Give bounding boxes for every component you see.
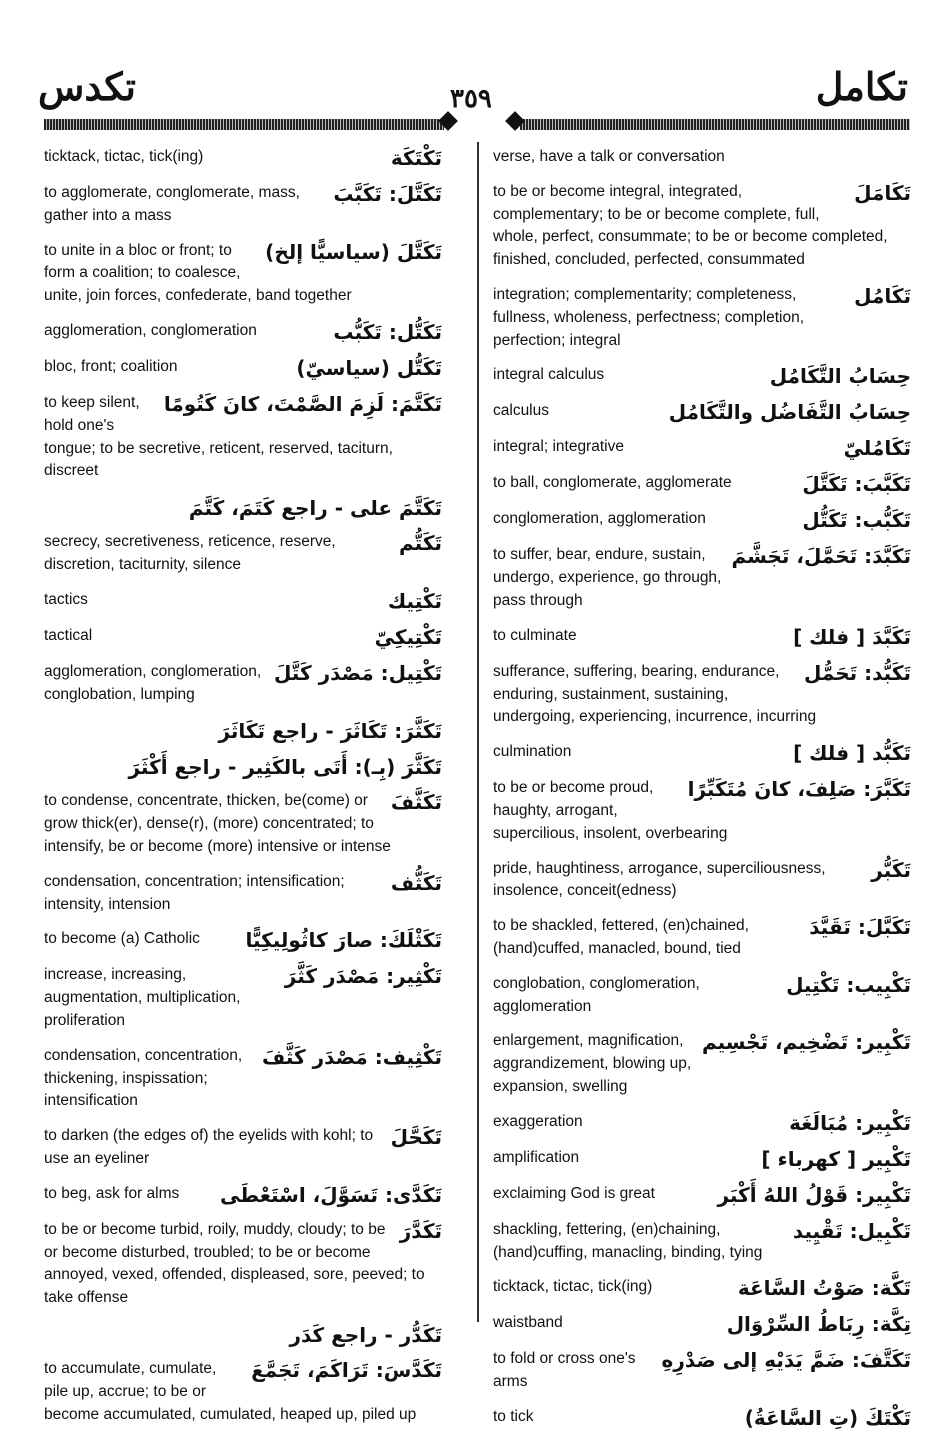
english-definition: to condense, concentrate, thicken, be(come) or grow thick(er), dense(r), (more) concentrated; to intensify, be or become (more) intensive or intense [44, 792, 391, 855]
arabic-headword: تِكَّة: رِبَاطُ السِّرْوَال [726, 1312, 911, 1337]
english-definition: integration; complementarity; completeness, fullness, wholeness, perfectness; completion, perfection; integral [493, 285, 805, 349]
english-definition: exclaiming God is great [493, 1184, 655, 1202]
dictionary-entry [493, 400, 911, 424]
arabic-headword: تَكَبُّد: تَحَمُّل [803, 660, 911, 685]
english-definition: to unite in a bloc or front; to form a coalition; to coalesce, unite, join forces, confederate, band together [44, 241, 352, 305]
english-definition: culmination [493, 743, 572, 761]
column-divider [477, 142, 479, 1322]
dictionary-entry [44, 625, 442, 649]
english-definition: amplification [493, 1148, 580, 1166]
arabic-headword: تَكَّة: صَوْتُ السَّاعَة [737, 1276, 911, 1301]
english-definition: conglomeration, agglomeration [493, 510, 706, 528]
arabic-headword: تَكَثُّف [390, 870, 442, 895]
arabic-headword: تَكْتَكَة [390, 146, 442, 170]
english-definition: to tick [493, 1407, 534, 1425]
dictionary-entry [44, 146, 442, 170]
arabic-headword: تَكَثْلَكَ: صارَ كاثُولِيكِيًّا [245, 928, 442, 953]
dictionary-entry [493, 181, 911, 272]
dictionary-entry [493, 741, 911, 765]
arabic-headword: تَكْتَكَ (تِ السَّاعَةُ) [744, 1405, 911, 1430]
cross-reference-headword: تَكَثَّرَ: تَكَاثَرَ - راجع تَكَاثَرَ [218, 719, 442, 744]
dictionary-entry [493, 1219, 911, 1265]
arabic-headword: حِسَابُ التَّفَاضُل والتَّكَامُل [668, 400, 911, 425]
right-column [493, 146, 911, 1442]
english-definition: condensation, concentration, thickening, inspissation; intensification [44, 1046, 243, 1110]
arabic-headword: تَكَبَّدَ: تَحَمَّلَ، تَجَشَّمَ [731, 544, 911, 569]
arabic-headword: تَكَتَّمَ: لَزِمَ الصَّمْتَ، كانَ كَتُومًا [163, 391, 442, 416]
english-definition: tactics [44, 590, 88, 608]
dictionary-entry [44, 928, 442, 952]
dictionary-entry [493, 777, 911, 845]
arabic-headword: تَكَامُليّ [843, 436, 911, 461]
header-rule-right [520, 119, 910, 130]
dictionary-entry [493, 436, 911, 460]
arabic-headword: تَكْثِير: مَصْدَر كَثَّرَ [284, 964, 442, 989]
english-definition: shackling, fettering, (en)chaining, (hand)cuffing, manacling, binding, tying [493, 1220, 763, 1261]
arabic-headword: تَكْتِيكِيّ [374, 624, 442, 649]
english-definition: integral calculus [493, 366, 605, 384]
arabic-headword: تَكْتِيك [387, 588, 442, 613]
dictionary-entry [493, 1276, 911, 1300]
arabic-headword: تَكَامَلَ [854, 180, 911, 205]
english-definition: to darken (the edges of) the eyelids with kohl; to use an eyeliner [44, 1127, 374, 1167]
english-definition: to agglomerate, conglomerate, mass, gather into a mass [44, 184, 300, 224]
dictionary-entry [493, 508, 911, 532]
english-definition: verse, have a talk or conversation [493, 148, 725, 165]
arabic-headword: حِسَابُ التَّكَامُل [769, 364, 911, 389]
dictionary-entry [493, 661, 911, 729]
arabic-headword: تَكَبَّلَ: تَقَيَّدَ [809, 915, 911, 940]
english-definition: to beg, ask for alms [44, 1184, 180, 1202]
arabic-headword: تَكَحَّلَ [390, 1125, 442, 1150]
arabic-headword: تَكْثِيف: مَصْدَر كَثَّفَ [262, 1044, 442, 1069]
arabic-headword: تَكَبَّرَ: صَلِفَ، كانَ مُتَكَبِّرًا [687, 777, 911, 802]
english-definition: agglomeration, conglomeration [44, 321, 257, 339]
cross-reference-headword: تَكَدُّر - راجع كَدَر [289, 1322, 442, 1347]
dictionary-entry [44, 1219, 442, 1310]
dictionary-entry [44, 790, 442, 858]
english-definition: pride, haughtiness, arrogance, superciliousness, insolence, conceit(edness) [493, 859, 826, 900]
dictionary-entry [44, 871, 442, 917]
dictionary-entry [493, 544, 911, 612]
english-definition: bloc, front; coalition [44, 357, 178, 375]
english-definition: to fold or cross one's arms [493, 1350, 636, 1391]
english-definition: to be or become turbid, roily, muddy, cloudy; to be or become disturbed, troubled; to be or become annoyed, vexed, offended, displeased, sore, peeved; to take offense [44, 1220, 425, 1307]
english-definition: to be or become proud, haughty, arrogant, supercilious, insolent, overbearing [493, 779, 728, 842]
english-definition: enlargement, magnification, aggrandizement, blowing up, expansion, swelling [493, 1032, 692, 1095]
dictionary-entry [44, 1358, 442, 1426]
arabic-headword: تَكَبَّبَ: تَكَتَّلَ [802, 472, 911, 497]
english-definition: to culminate [493, 626, 577, 644]
dictionary-entry [493, 1183, 911, 1207]
dictionary-entry [493, 1147, 911, 1171]
dictionary-entry [493, 1406, 911, 1430]
english-definition: to be shackled, fettered, (en)chained, (hand)cuffed, manacled, bound, tied [493, 917, 749, 957]
arabic-headword: تَكْبِير: مُبَالَغَة [789, 1110, 911, 1135]
dictionary-entry [44, 182, 442, 228]
arabic-headword: تَكَتَّفَ: ضَمَّ يَدَيْهِ إلى صَدْرِهِ [661, 1348, 911, 1373]
dictionary-entry [493, 1111, 911, 1135]
page-number: ٣٥٩ [450, 84, 492, 114]
english-definition: exaggeration [493, 1112, 583, 1130]
dictionary-entry [493, 284, 911, 352]
dictionary-entry [493, 364, 911, 388]
dictionary-entry [44, 1045, 442, 1113]
english-definition: condensation, concentration; intensification; intensity, intension [44, 872, 345, 913]
arabic-headword: تَكْتِيل: مَصْدَر كَتَّلَ [273, 660, 442, 685]
arabic-headword: تَكَدَّسَ: تَرَاكَمَ، تَجَمَّعَ [251, 1357, 442, 1382]
dictionary-entry [44, 240, 442, 308]
arabic-headword: تَكَبُّر [871, 857, 911, 882]
english-definition: ticktack, tictac, tick(ing) [44, 148, 204, 165]
dictionary-entry [44, 1183, 442, 1207]
arabic-headword: تَكَتَّلَ (سياسيًّا إلخ) [265, 239, 442, 264]
arabic-headword: تَكْبِيب: تَكْتِيل [786, 972, 911, 997]
dictionary-entry [44, 531, 442, 577]
arabic-headword: تَكَتُّل: تَكَبُّب [333, 319, 442, 344]
header-right-word: تكامل [815, 64, 908, 109]
arabic-headword: تَكَامُل [854, 283, 911, 308]
arabic-headword: تَكْبِير [ كهرباء ] [761, 1146, 911, 1171]
english-definition: to keep silent, hold one's tongue; to be secretive, reticent, reserved, taciturn, discreet [44, 393, 393, 480]
dictionary-entry [44, 661, 442, 707]
header-rule-left [44, 119, 444, 130]
english-definition: ticktack, tictac, tick(ing) [493, 1278, 653, 1296]
dictionary-entry [44, 1125, 442, 1171]
english-definition: increase, increasing, augmentation, multiplication, proliferation [44, 966, 241, 1029]
dictionary-entry [44, 964, 442, 1032]
dictionary-entry [493, 915, 911, 961]
dictionary-entry [493, 146, 911, 169]
arabic-headword: تَكَبَّدَ [ فلك ] [793, 624, 911, 649]
english-definition: conglobation, conglomeration, agglomeration [493, 974, 700, 1015]
dictionary-entry [44, 356, 442, 380]
arabic-headword: تَكْبِير: قَوْلُ اللهُ أَكْبَر [717, 1182, 911, 1207]
english-definition: sufferance, suffering, bearing, endurance, enduring, sustainment, sustaining, undergoing, experiencing, incurrence, incurring [493, 662, 817, 726]
cross-reference-headword: تَكَتَّمَ على - راجع كَتَمَ، كَتَّمَ [188, 496, 442, 521]
english-definition: calculus [493, 402, 549, 420]
arabic-headword: تَكْبِير: تَضْخِيم، تَجْسِيم [701, 1030, 911, 1055]
english-definition: secrecy, secretiveness, reticence, reserve, discretion, taciturnity, silence [44, 533, 336, 573]
dictionary-entry [493, 472, 911, 496]
dictionary-entry [493, 1312, 911, 1336]
arabic-headword: تَكَتُّل (سياسيّ) [296, 355, 442, 380]
dictionary-entry [44, 392, 442, 483]
cross-reference-headword: تَكَثَّرَ (بِـ): أَتَى بالكَثِير - راجع أَكْثَرَ [128, 755, 442, 780]
english-definition: to suffer, bear, endure, sustain, undergo, experience, go through, pass through [493, 546, 722, 609]
english-definition: tactical [44, 626, 93, 644]
dictionary-entry [44, 589, 442, 613]
arabic-headword: تَكَبُّب: تَكَتُّل [802, 508, 911, 533]
arabic-headword: تَكَدَّرَ [399, 1218, 442, 1243]
dictionary-entry [493, 1030, 911, 1098]
english-definition: to accumulate, cumulate, pile up, accrue; to be or become accumulated, cumulated, heaped up, piled up [44, 1359, 417, 1423]
arabic-headword: تَكْبِيل: تَقْيِيد [792, 1218, 911, 1243]
dictionary-entry [493, 973, 911, 1019]
arabic-headword: تَكَتَّلَ: تَكَبَّبَ [333, 182, 442, 206]
english-definition: to ball, conglomerate, agglomerate [493, 474, 732, 492]
arabic-headword: تَكَثَّفَ [390, 790, 442, 815]
dictionary-entry [493, 1348, 911, 1394]
dictionary-entry [44, 320, 442, 344]
left-column [44, 146, 442, 1438]
dictionary-entry [493, 858, 911, 904]
english-definition: to be or become integral, integrated, complementary; to be or become complete, full, whole, perfect, consummate; to be or become completed, finished, concluded, perfected, consummated [493, 182, 888, 269]
english-definition: agglomeration, conglomeration, conglobation, lumping [44, 662, 262, 703]
english-definition: waistband [493, 1314, 563, 1332]
arabic-headword: تَكَبُّد [ فلك ] [793, 741, 911, 766]
english-definition: integral; integrative [493, 438, 624, 456]
dictionary-entry [493, 625, 911, 649]
arabic-headword: تَكَتُّم [399, 531, 442, 556]
arabic-headword: تَكَدَّى: تَسَوَّلَ، اسْتَعْطَى [220, 1182, 442, 1207]
header-left-word: تكدس [38, 64, 136, 109]
english-definition: to become (a) Catholic [44, 930, 200, 948]
